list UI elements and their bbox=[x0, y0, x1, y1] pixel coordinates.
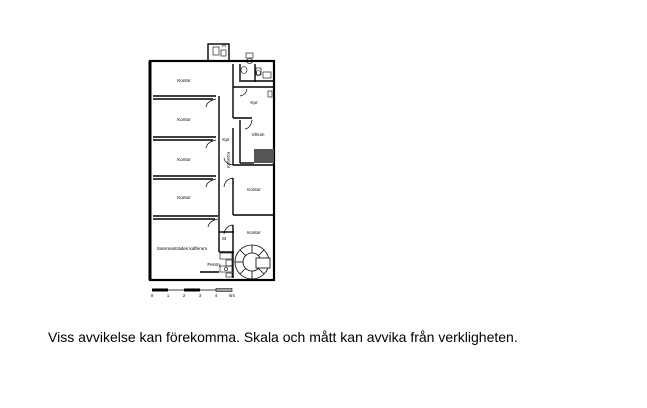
scale-tick-4: 4 bbox=[214, 293, 218, 298]
room-label-sammantrade: Sammanträdes kafferum bbox=[156, 246, 208, 251]
room-label-kpr-1: Kpr bbox=[222, 137, 230, 142]
room-label-pentry: Pentry bbox=[207, 262, 221, 267]
scale-tick-0: 0 bbox=[150, 293, 154, 298]
room-label-korridor: Korridor bbox=[226, 151, 231, 169]
room-label-kontor-6: Kontor bbox=[247, 230, 261, 235]
scale-tick-1: 1 bbox=[166, 293, 170, 298]
room-labels bbox=[157, 78, 265, 267]
scale-tick-2: 2 bbox=[182, 293, 186, 298]
room-label-kontor-4: Kontor bbox=[177, 195, 191, 200]
room-label-st: St bbox=[221, 236, 227, 241]
room-label-kontor-5: Kontor bbox=[247, 187, 261, 192]
room-label-kontor-2: Kontor bbox=[177, 117, 191, 122]
scale-bar bbox=[151, 289, 236, 299]
room-label-kpr-2: Kpr bbox=[250, 100, 258, 105]
room-label-kontor-3: Kontor bbox=[177, 157, 191, 162]
bathroom-fixtures bbox=[213, 45, 272, 97]
scale-tick-5: 5m bbox=[229, 293, 235, 298]
disclaimer-text: Viss avvikelse kan förekomma. Skala och mått kan avvika från verkligheten. bbox=[48, 329, 518, 345]
room-label-vilrum: Vilrum bbox=[251, 132, 265, 137]
scale-tick-3: 3 bbox=[198, 293, 202, 298]
pentry-fixtures bbox=[220, 253, 232, 277]
shaft-block bbox=[254, 149, 274, 163]
room-label-kontor-1: Kontor bbox=[177, 78, 191, 83]
spiral-stair bbox=[235, 245, 270, 279]
